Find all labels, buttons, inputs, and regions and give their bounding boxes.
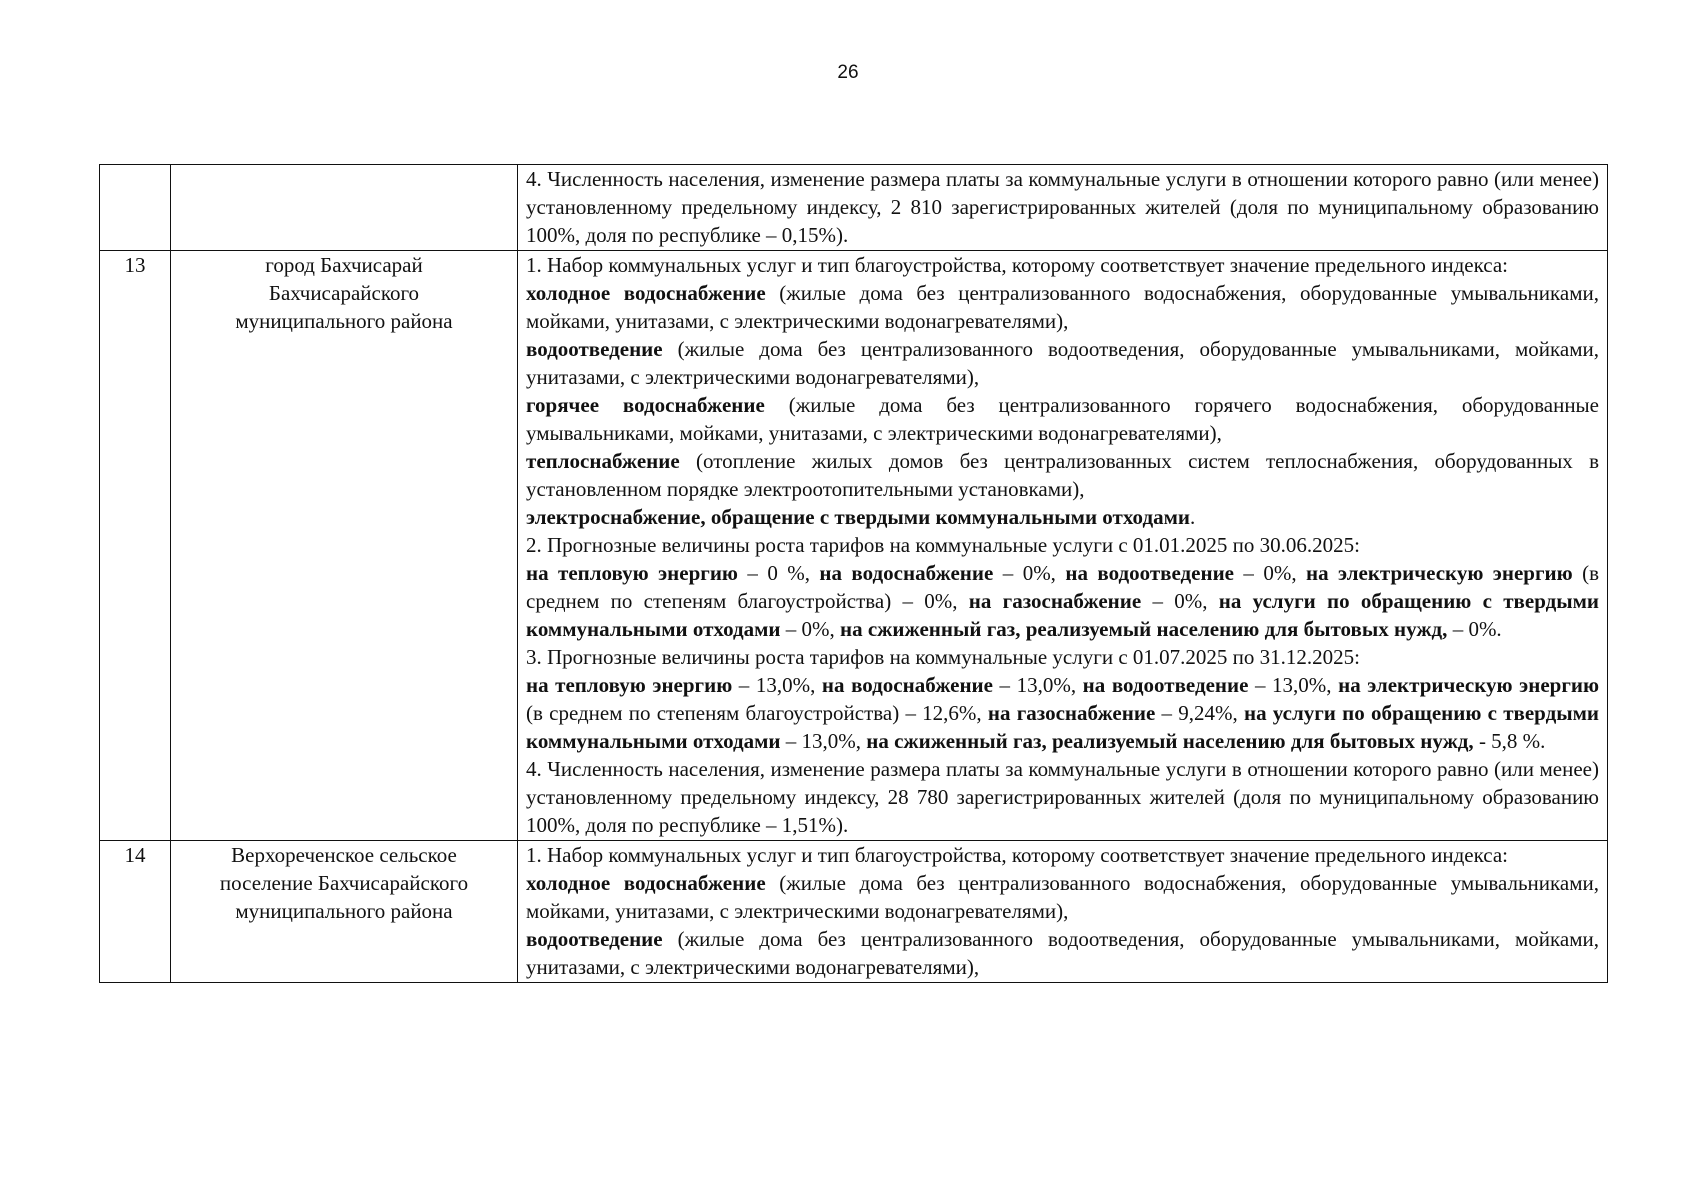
tariff-value: – 0%. xyxy=(1447,617,1502,641)
paragraph xyxy=(526,447,1599,503)
tariff-item: на электрическую энергию xyxy=(1338,673,1600,697)
table-row xyxy=(100,251,1608,841)
page-number: 26 xyxy=(837,62,859,83)
paragraph: 1. Набор коммунальных услуг и тип благоустройства, которому соответствует значение предельного индекса: xyxy=(526,843,1508,867)
service-name: электроснабжение, обращение с твердыми коммунальными отходами xyxy=(526,505,1190,529)
row-number-cell: 14 xyxy=(100,841,171,983)
description-cell xyxy=(518,841,1608,983)
paragraph xyxy=(526,559,1599,643)
tariff-item: на сжиженный газ, реализуемый населению для бытовых нужд, xyxy=(866,729,1474,753)
tariff-value: – 9,24%, xyxy=(1155,701,1244,725)
tariff-item: на водоснабжение xyxy=(821,673,993,697)
service-description: (жилые дома без централизованного водоотведения, оборудованные умывальниками, мойками, унитазами, с электрическими водонагревателями), xyxy=(526,927,1599,979)
table-body xyxy=(100,165,1608,983)
row-number-cell xyxy=(100,165,171,251)
tariff-item: на сжиженный газ, реализуемый населению для бытовых нужд, xyxy=(840,617,1448,641)
paragraph: 2. Прогнозные величины роста тарифов на коммунальные услуги с 01.01.2025 по 30.06.2025: xyxy=(526,533,1360,557)
paragraph xyxy=(526,335,1599,391)
service-description: . xyxy=(1189,505,1196,529)
service-name: водоотведение xyxy=(526,927,663,951)
row-number-cell: 13 xyxy=(100,251,171,841)
table-row xyxy=(100,165,1608,251)
service-description: (отопление жилых домов без централизованных систем теплоснабжения, оборудованных в установленном порядке электроотопительными установками), xyxy=(526,449,1599,501)
tariff-value: (в среднем по степеням благоустройства) – 12,6%, xyxy=(526,701,988,725)
paragraph: 4. Численность населения, изменение размера платы за коммунальные услуги в отношении которого равно (или менее) установленному предельному индексу, 2 810 зарегистрированных жителей (доля по муниципальному образованию 100%, доля по республике – 0,15%). xyxy=(526,167,1599,247)
table-row xyxy=(100,841,1608,983)
tariff-item: на газоснабжение xyxy=(968,589,1142,613)
paragraph xyxy=(526,391,1599,447)
tariff-value: – 13,0%, xyxy=(1248,673,1339,697)
service-description: (жилые дома без централизованного горячего водоснабжения, оборудованные умывальниками, мойками, унитазами, с электрическими водонагревателями), xyxy=(526,393,1599,445)
service-name: теплоснабжение xyxy=(526,449,680,473)
tariff-value: – 0 %, xyxy=(737,561,820,585)
paragraph xyxy=(526,279,1599,335)
paragraph xyxy=(526,671,1599,755)
municipality-name-cell: Верхореченское сельское поселение Бахчисарайского муниципального района xyxy=(171,841,518,983)
paragraph xyxy=(526,869,1599,925)
tariff-item: на водоснабжение xyxy=(819,561,994,585)
service-description: (жилые дома без централизованного водоснабжения, оборудованные умывальниками, мойками, унитазами, с электрическими водонагревателями), xyxy=(526,871,1599,923)
tariff-table xyxy=(99,164,1608,983)
tariff-value: - 5,8 %. xyxy=(1473,729,1546,753)
tariff-value: – 13,0%, xyxy=(992,673,1083,697)
paragraph: 3. Прогнозные величины роста тарифов на коммунальные услуги с 01.07.2025 по 31.12.2025: xyxy=(526,645,1360,669)
tariff-item: на услуги по обращению с твердыми коммунальными отходами xyxy=(526,701,1600,753)
tariff-item: на водоотведение xyxy=(1082,673,1249,697)
municipality-name-cell: город Бахчисарай Бахчисарайского муниципального района xyxy=(171,251,518,841)
description-cell xyxy=(518,251,1608,841)
service-description: (жилые дома без централизованного водоотведения, оборудованные умывальниками, мойками, унитазами, с электрическими водонагревателями), xyxy=(526,337,1599,389)
paragraph xyxy=(526,925,1599,981)
paragraph xyxy=(526,503,1599,531)
service-name: горячее водоснабжение xyxy=(526,393,765,417)
service-name: водоотведение xyxy=(526,337,663,361)
tariff-item: на тепловую энергию xyxy=(526,673,733,697)
description-cell xyxy=(518,165,1608,251)
tariff-value: – 0%, xyxy=(1141,589,1219,613)
tariff-value: – 0%, xyxy=(1233,561,1306,585)
paragraph: 4. Численность населения, изменение размера платы за коммунальные услуги в отношении которого равно (или менее) установленному предельному индексу, 28 780 зарегистрированных жителей (доля по муниципальному образованию 100%, доля по республике – 1,51%). xyxy=(526,757,1599,837)
tariff-value: – 13,0%, xyxy=(780,729,867,753)
tariff-item: на газоснабжение xyxy=(987,701,1156,725)
tariff-value: – 0%, xyxy=(993,561,1066,585)
tariff-item: на водоотведение xyxy=(1065,561,1234,585)
tariff-value: – 13,0%, xyxy=(732,673,822,697)
municipality-name-cell xyxy=(171,165,518,251)
service-name: холодное водоснабжение xyxy=(526,281,766,305)
service-description: (жилые дома без централизованного водоснабжения, оборудованные умывальниками, мойками, унитазами, с электрическими водонагревателями), xyxy=(526,281,1599,333)
tariff-value: (в среднем по степеням благоустройства) – 0%, xyxy=(526,561,1599,613)
paragraph: 1. Набор коммунальных услуг и тип благоустройства, которому соответствует значение предельного индекса: xyxy=(526,253,1508,277)
tariff-item: на тепловую энергию xyxy=(526,561,738,585)
tariff-item: на электрическую энергию xyxy=(1306,561,1573,585)
tariff-item: на услуги по обращению с твердыми коммунальными отходами xyxy=(526,589,1600,641)
tariff-value: – 0%, xyxy=(780,617,841,641)
service-name: холодное водоснабжение xyxy=(526,871,766,895)
